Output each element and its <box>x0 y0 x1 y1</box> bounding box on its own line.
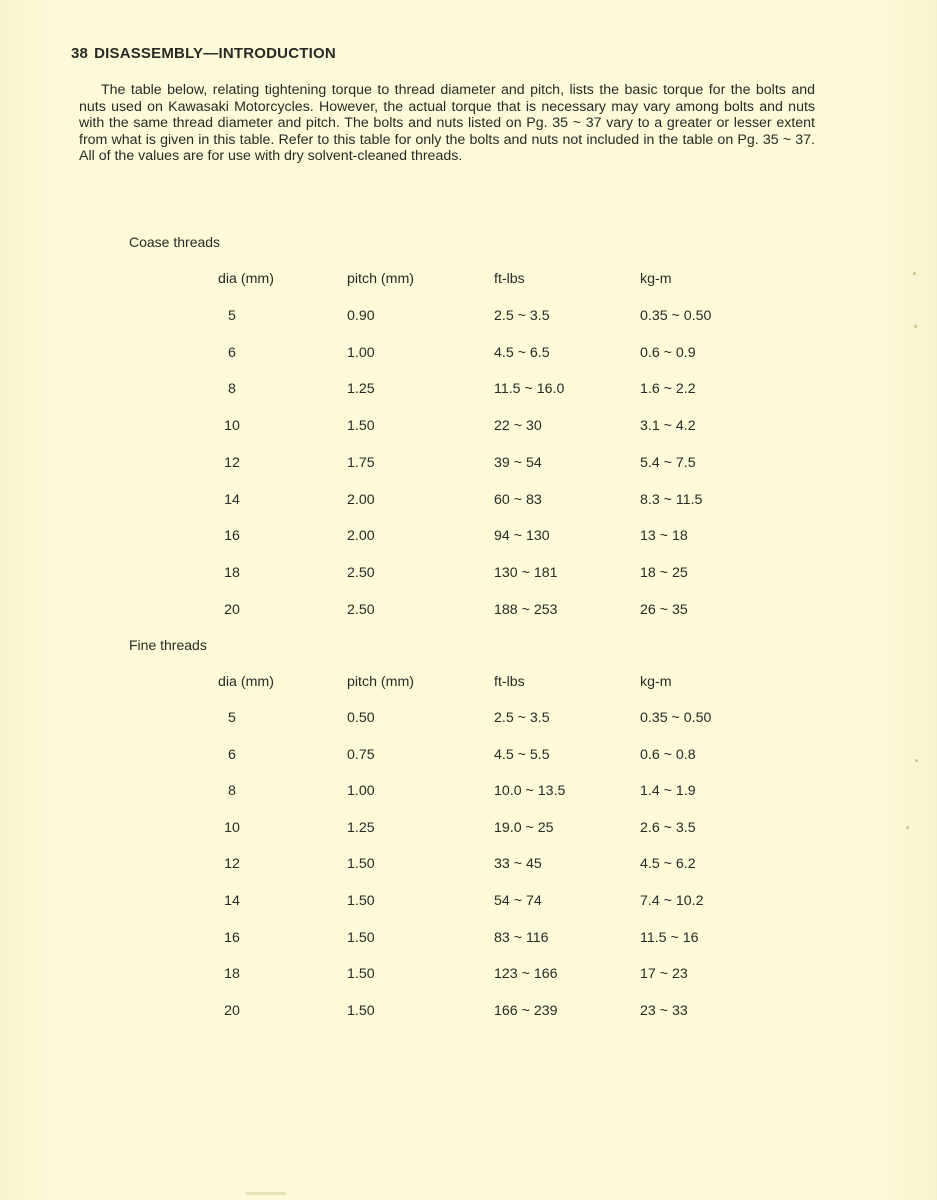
cell-dia: 18 <box>224 966 240 983</box>
table-row <box>0 565 937 585</box>
table-row <box>0 528 937 548</box>
cell-ft-lbs: 19.0 ~ 25 <box>494 819 554 836</box>
cell-kg-m: 2.6 ~ 3.5 <box>640 819 696 836</box>
cell-ft-lbs: 83 ~ 116 <box>494 929 549 946</box>
table-row <box>0 1003 937 1023</box>
column-header-ft-lbs: ft-lbs <box>494 271 525 287</box>
cell-dia: 16 <box>224 929 240 946</box>
table-header-row <box>0 674 937 694</box>
cell-dia: 16 <box>224 528 240 545</box>
cell-dia: 8 <box>228 783 236 800</box>
cell-pitch: 1.50 <box>347 856 375 873</box>
page-number: 38 <box>71 45 89 62</box>
cell-ft-lbs: 4.5 ~ 5.5 <box>494 746 550 763</box>
cell-kg-m: 18 ~ 25 <box>640 564 688 581</box>
column-header-pitch: pitch (mm) <box>347 674 414 690</box>
cell-kg-m: 17 ~ 23 <box>640 966 688 983</box>
cell-pitch: 1.50 <box>347 966 375 983</box>
cell-dia: 5 <box>228 710 236 726</box>
cell-ft-lbs: 11.5 ~ 16.0 <box>494 381 565 398</box>
table-row <box>0 966 937 986</box>
cell-pitch: 2.00 <box>347 491 375 508</box>
cell-kg-m: 8.3 ~ 11.5 <box>640 491 703 508</box>
cell-kg-m: 26 ~ 35 <box>640 601 688 618</box>
cell-dia: 6 <box>228 344 236 361</box>
cell-pitch: 2.50 <box>347 564 375 581</box>
cell-pitch: 1.00 <box>347 344 375 361</box>
table-row <box>0 345 937 365</box>
cell-ft-lbs: 60 ~ 83 <box>494 491 542 508</box>
cell-ft-lbs: 130 ~ 181 <box>494 564 558 581</box>
table-row <box>0 820 937 840</box>
cell-ft-lbs: 33 ~ 45 <box>494 856 542 873</box>
page-title: DISASSEMBLY—INTRODUCTION <box>94 45 336 62</box>
cell-dia: 12 <box>224 454 240 471</box>
cell-ft-lbs: 10.0 ~ 13.5 <box>494 783 566 800</box>
table-row <box>0 710 937 730</box>
cell-dia: 10 <box>224 418 240 435</box>
column-header-pitch: pitch (mm) <box>347 271 414 287</box>
cell-ft-lbs: 2.5 ~ 3.5 <box>494 308 550 324</box>
intro-text: The table below, relating tightening torque to thread diameter and pitch, lists the basic torque for the bolts and nuts used on Kawasaki Motorcycles. However, the actual torque that is necessary may vary among bolts and nuts with the same thread diameter and pitch. The bolts and nuts listed on Pg. 35 ~ 37 vary to a greater or lesser extent from what is given in this table. Refer to this table for only the bolts and nuts not included in the table on Pg. 35 ~ 37. All of the values are for use with dry solvent-cleaned threads. <box>79 82 815 164</box>
coarse-threads-label: Coase threads <box>129 234 221 250</box>
paper-speck <box>906 826 909 829</box>
cell-pitch: 0.90 <box>347 308 375 324</box>
table-row <box>0 418 937 438</box>
cell-kg-m: 0.35 ~ 0.50 <box>640 308 712 324</box>
cell-ft-lbs: 39 ~ 54 <box>494 454 542 471</box>
cell-kg-m: 13 ~ 18 <box>640 528 688 545</box>
cell-pitch: 1.25 <box>347 819 375 836</box>
cell-kg-m: 5.4 ~ 7.5 <box>640 454 696 471</box>
cell-pitch: 0.50 <box>347 710 375 726</box>
cell-kg-m: 3.1 ~ 4.2 <box>640 418 696 435</box>
table-row <box>0 747 937 767</box>
column-header-kg-m: kg-m <box>640 674 672 690</box>
cell-ft-lbs: 4.5 ~ 6.5 <box>494 344 550 361</box>
cell-pitch: 1.25 <box>347 381 375 398</box>
table-header-row <box>0 271 937 291</box>
cell-pitch: 2.50 <box>347 601 375 618</box>
cell-pitch: 0.75 <box>347 746 375 763</box>
cell-pitch: 1.00 <box>347 783 375 800</box>
column-header-kg-m: kg-m <box>640 271 672 287</box>
cell-dia: 5 <box>228 308 236 324</box>
cell-dia: 14 <box>224 893 240 909</box>
table-row <box>0 492 937 512</box>
table-row <box>0 930 937 950</box>
table-row <box>0 783 937 803</box>
paper-speck <box>915 759 918 762</box>
cell-ft-lbs: 22 ~ 30 <box>494 418 542 435</box>
cell-ft-lbs: 2.5 ~ 3.5 <box>494 710 550 726</box>
table-row <box>0 856 937 876</box>
cell-kg-m: 4.5 ~ 6.2 <box>640 856 696 873</box>
paper-speck <box>914 325 917 328</box>
fine-threads-label: Fine threads <box>129 637 207 653</box>
cell-kg-m: 23 ~ 33 <box>640 1002 688 1019</box>
cell-kg-m: 0.6 ~ 0.9 <box>640 344 696 361</box>
table-row <box>0 602 937 622</box>
cell-dia: 18 <box>224 564 240 581</box>
cell-ft-lbs: 123 ~ 166 <box>494 966 558 983</box>
column-header-dia: dia (mm) <box>218 674 274 690</box>
cell-pitch: 1.50 <box>347 929 375 946</box>
table-row <box>0 455 937 475</box>
cell-kg-m: 11.5 ~ 16 <box>640 929 699 946</box>
cell-ft-lbs: 188 ~ 253 <box>494 601 558 618</box>
table-row <box>0 308 937 328</box>
cell-dia: 12 <box>224 856 240 873</box>
cell-dia: 6 <box>228 746 236 763</box>
cell-pitch: 2.00 <box>347 528 375 545</box>
table-row <box>0 893 937 913</box>
cell-kg-m: 7.4 ~ 10.2 <box>640 893 704 909</box>
cell-pitch: 1.50 <box>347 418 375 435</box>
cell-pitch: 1.50 <box>347 893 375 909</box>
cell-kg-m: 0.35 ~ 0.50 <box>640 710 712 726</box>
cell-dia: 10 <box>224 819 240 836</box>
cell-kg-m: 0.6 ~ 0.8 <box>640 746 696 763</box>
cell-kg-m: 1.6 ~ 2.2 <box>640 381 696 398</box>
column-header-ft-lbs: ft-lbs <box>494 674 525 690</box>
column-header-dia: dia (mm) <box>218 271 274 287</box>
cell-pitch: 1.50 <box>347 1002 375 1019</box>
cell-dia: 14 <box>224 491 240 508</box>
paper-speck <box>913 272 916 275</box>
cell-ft-lbs: 54 ~ 74 <box>494 893 542 909</box>
table-row <box>0 381 937 401</box>
cell-kg-m: 1.4 ~ 1.9 <box>640 783 696 800</box>
intro-paragraph <box>79 82 815 165</box>
cell-dia: 8 <box>228 381 236 398</box>
cell-dia: 20 <box>224 1002 240 1019</box>
page-header <box>71 45 336 62</box>
cell-ft-lbs: 166 ~ 239 <box>494 1002 558 1019</box>
cell-ft-lbs: 94 ~ 130 <box>494 528 550 545</box>
cell-dia: 20 <box>224 601 240 618</box>
cell-pitch: 1.75 <box>347 454 375 471</box>
paper-mark <box>246 1192 286 1195</box>
